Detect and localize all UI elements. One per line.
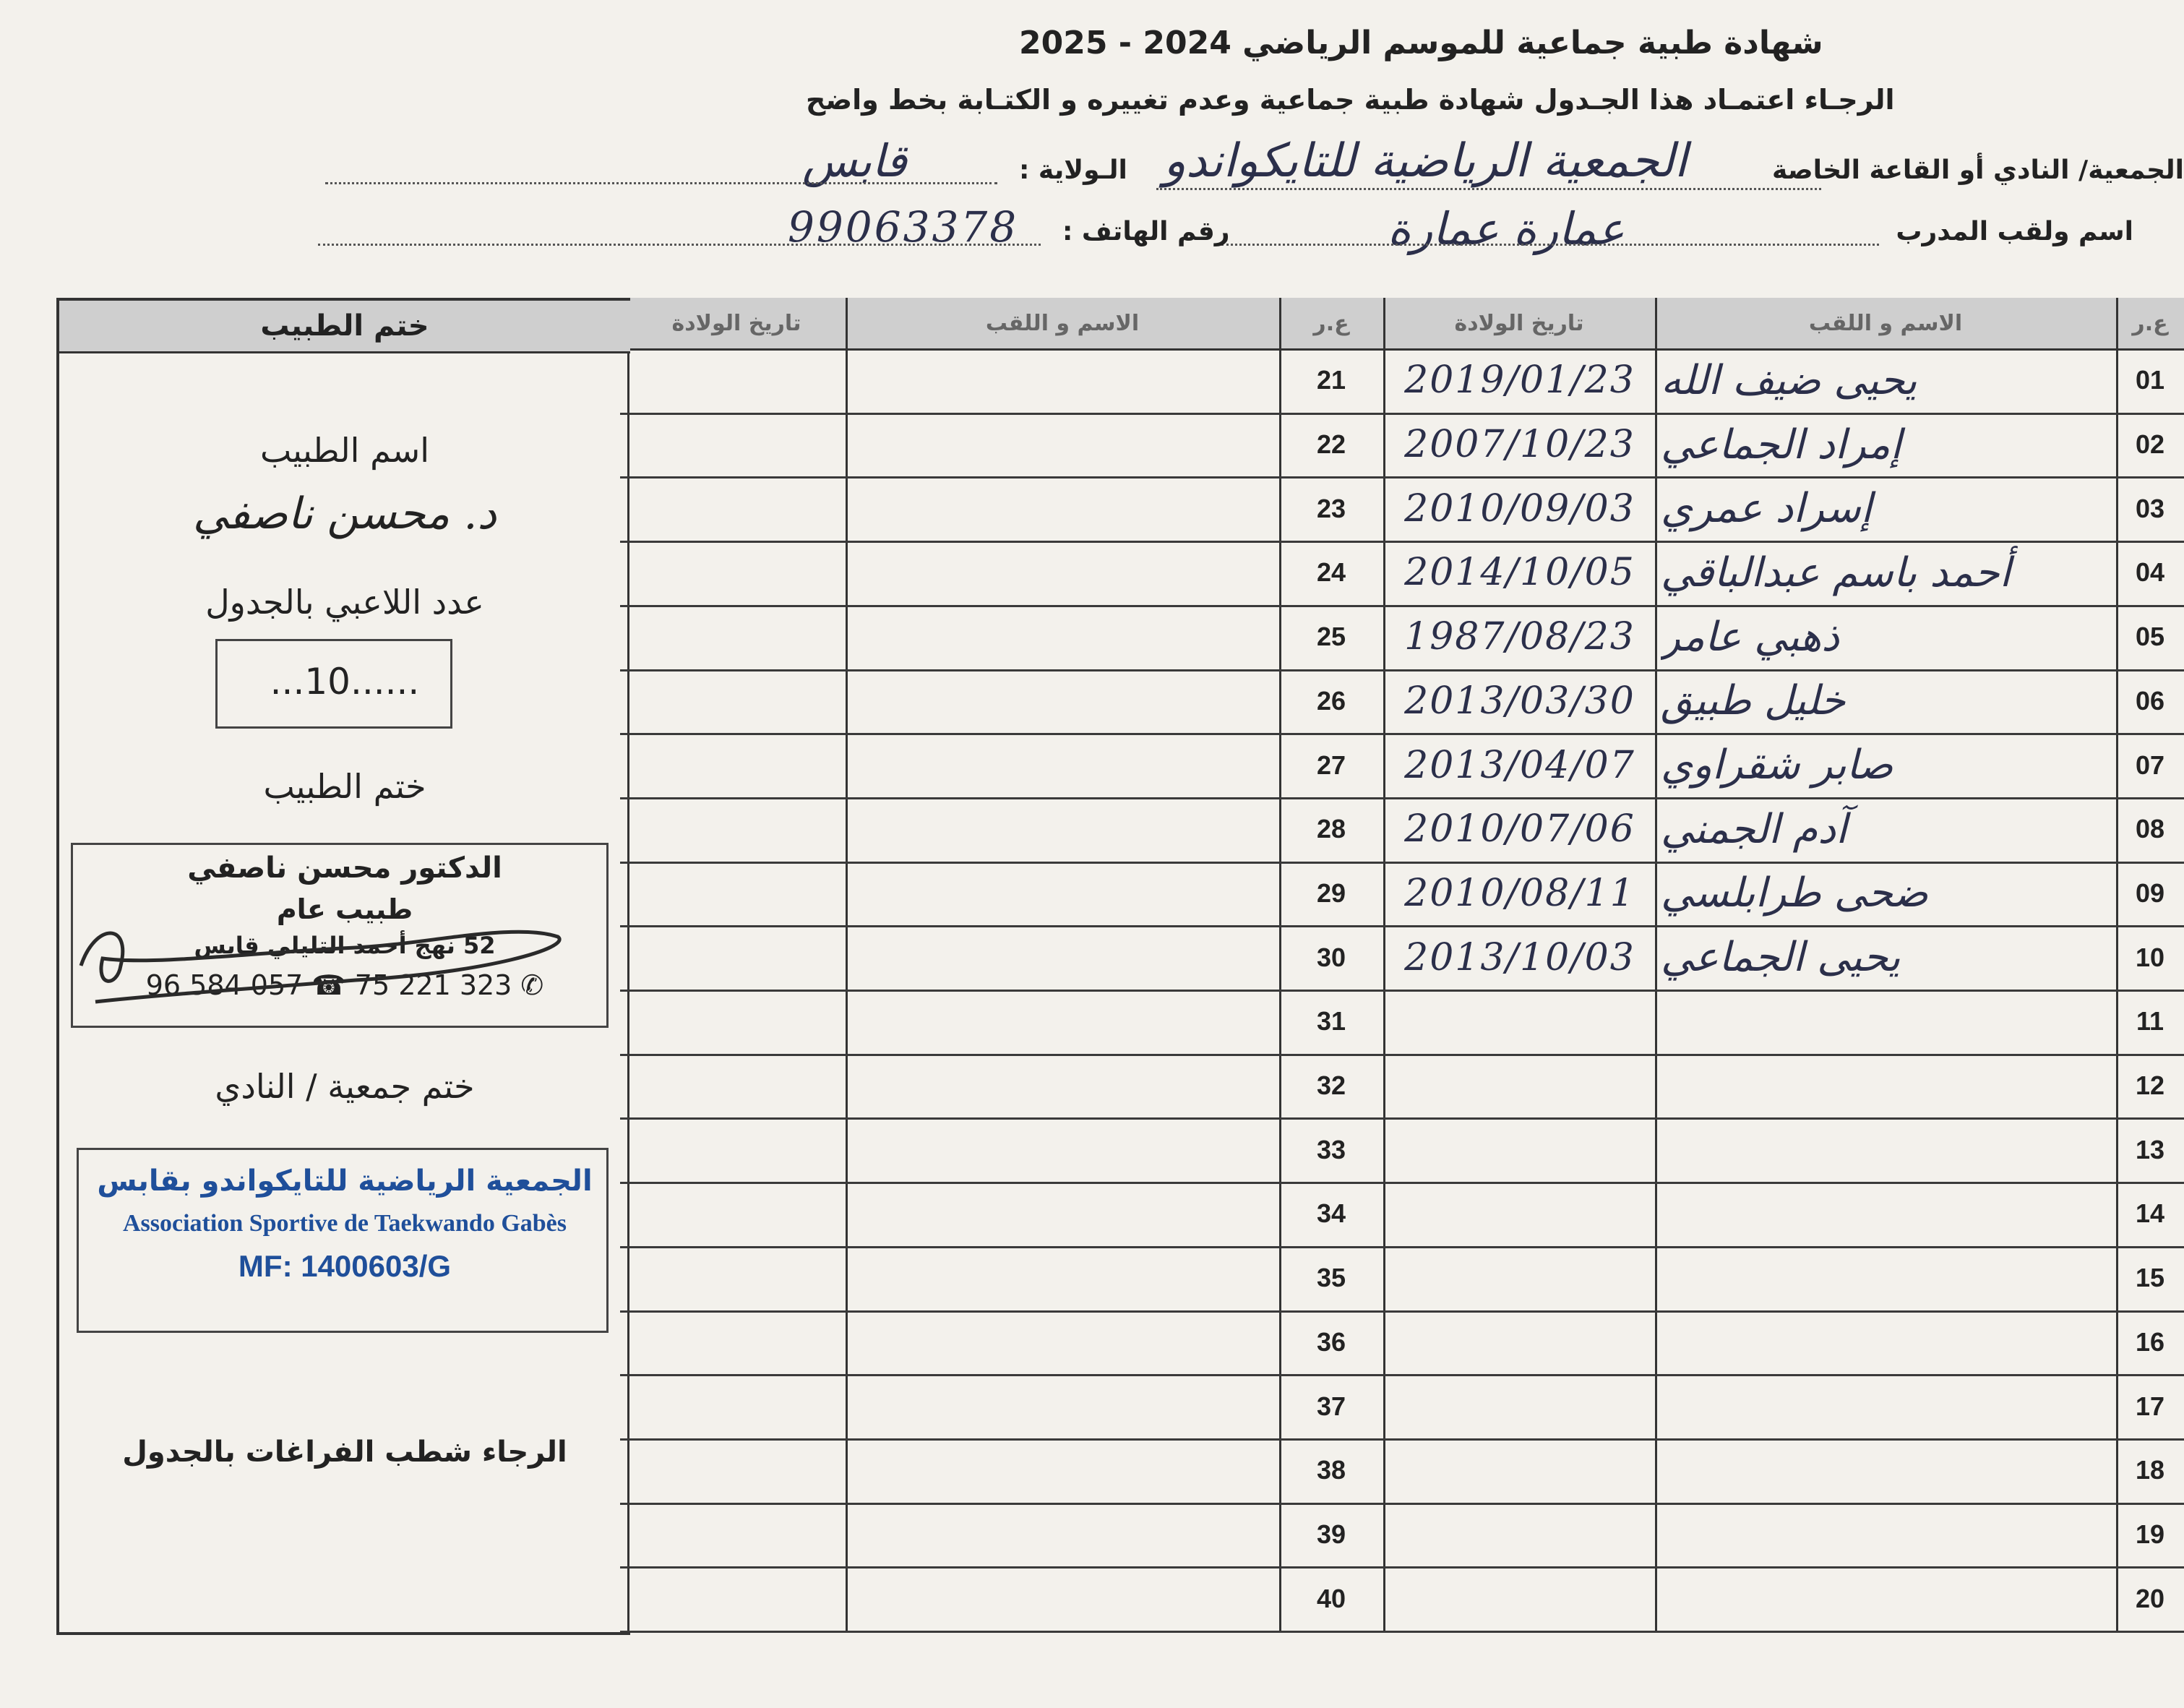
player-name: إمراد الجماعي	[1661, 421, 1902, 468]
row-number-right: 14	[2135, 1198, 2165, 1229]
player-dob: 2013/10/03	[1404, 935, 1635, 979]
row-number-left: 33	[1316, 1134, 1346, 1164]
row-number-left: 31	[1316, 1006, 1346, 1037]
player-name	[1661, 1566, 2109, 1631]
player-name	[1661, 990, 2109, 1054]
row-number-right: 04	[2135, 557, 2165, 588]
player-dob	[1386, 1117, 1654, 1182]
club-stamp-label: ختم جمعية / النادي	[215, 1067, 475, 1106]
row-number-left: 22	[1316, 429, 1346, 460]
instructions: الرجـاء اعتمـاد هذا الجـدول شهادة طبية جماعية وعدم تغييره و الكتـابة بخط واضح	[806, 84, 1895, 116]
row-number-right: 17	[2135, 1391, 2165, 1421]
row-number-left: 38	[1316, 1455, 1346, 1485]
doctor-stamp-line1: الدكتور محسن ناصفي	[187, 851, 502, 885]
player-dob: 2007/10/23	[1404, 423, 1635, 467]
player-dob	[1386, 990, 1654, 1054]
row-number-right: 07	[2135, 750, 2165, 780]
row-number-left: 21	[1316, 365, 1346, 395]
club-value: الجمعية الرياضية للتايكواندو	[1164, 134, 1688, 188]
phone-label: رقم الهاتف :	[1062, 217, 1230, 246]
row-number-right: 12	[2135, 1070, 2165, 1101]
club-stamp-line1: الجمعية الرياضية للتايكواندو بقابس	[97, 1164, 593, 1198]
doctor-stamp-header: ختم الطبيب	[59, 301, 630, 353]
row-number-right: 13	[2135, 1134, 2165, 1164]
doctor-stamp-label: ختم الطبيب	[263, 767, 426, 806]
player-dob	[1386, 1438, 1654, 1503]
row-number-right: 16	[2135, 1326, 2165, 1357]
row-number-left: 29	[1316, 877, 1346, 908]
club-stamp-line3: MF: 1400603/G	[238, 1249, 452, 1283]
club-label: الجمعية/ النادي أو القاعة الخاصة	[1772, 155, 2184, 185]
row-number-left: 36	[1316, 1326, 1346, 1357]
player-name	[1661, 1503, 2109, 1567]
col-header-name-left: الاسم و اللقب	[846, 298, 1279, 351]
row-number-left: 25	[1316, 622, 1346, 652]
row-number-left: 23	[1316, 493, 1346, 523]
doctor-name-label: اسم الطبيب	[259, 431, 430, 470]
player-dob	[1386, 1503, 1654, 1567]
row-number-right: 08	[2135, 814, 2165, 844]
player-dob: 1987/08/23	[1404, 615, 1635, 659]
row-number-left: 27	[1316, 750, 1346, 780]
doctor-signature	[52, 879, 630, 1023]
club-stamp-line2: Association Sportive de Taekwando Gabès	[123, 1210, 567, 1237]
player-name: إسراد عمري	[1661, 485, 1873, 533]
player-dob	[1386, 1182, 1654, 1246]
row-number-left: 26	[1316, 685, 1346, 716]
row-number-right: 02	[2135, 429, 2165, 460]
player-name: آدم الجمني	[1661, 805, 1847, 853]
row-number-right: 03	[2135, 493, 2165, 523]
player-dob	[1386, 1374, 1654, 1438]
row-number-left: 37	[1316, 1391, 1346, 1421]
row-number-right: 05	[2135, 622, 2165, 652]
player-name: يحيى ضيف الله	[1661, 356, 1917, 404]
player-name	[1661, 1182, 2109, 1246]
col-header-name-right: الاسم و اللقب	[1655, 298, 2116, 351]
player-name: ضحى طرابلسي	[1661, 870, 1928, 917]
coach-label: اسم ولقب المدرب	[1896, 217, 2133, 246]
phone-value: 99063378	[788, 202, 1019, 252]
row-divider	[620, 1631, 2184, 1633]
player-dob	[1386, 1246, 1654, 1310]
row-number-right: 10	[2135, 942, 2165, 972]
player-dob	[1386, 1566, 1654, 1631]
player-name	[1661, 1117, 2109, 1182]
row-number-right: 20	[2135, 1583, 2165, 1613]
doctor-stamp-line2: طبيب عام	[276, 893, 413, 925]
players-count-value: ......10...	[270, 661, 420, 703]
phone-field-line	[318, 244, 1041, 246]
row-number-left: 35	[1316, 1263, 1346, 1293]
state-label: الـولاية :	[1019, 155, 1127, 185]
row-number-left: 24	[1316, 557, 1346, 588]
player-dob: 2013/03/30	[1404, 679, 1635, 723]
row-number-right: 11	[2136, 1006, 2164, 1037]
coach-field-line	[1221, 244, 1879, 246]
club-field-line	[1156, 188, 1821, 190]
row-number-left: 39	[1316, 1519, 1346, 1549]
player-name: أحمد باسم عبدالباقي	[1661, 549, 2011, 596]
coach-value: عمارة عمارة	[1388, 202, 1625, 255]
player-name: خليل طبيق	[1661, 677, 1846, 725]
player-name	[1661, 1374, 2109, 1438]
row-number-right: 01	[2135, 365, 2165, 395]
row-number-right: 18	[2135, 1455, 2165, 1485]
player-dob	[1386, 1310, 1654, 1375]
doctor-stamp-line3: 52 نهج أحمد التليلي قابس	[194, 932, 496, 959]
row-number-right: 15	[2135, 1263, 2165, 1293]
players-count-label: عدد اللاعبي بالجدول	[205, 583, 484, 622]
row-number-right: 09	[2135, 877, 2165, 908]
page-title: شهادة طبية جماعية للموسم الرياضي 2024 - 2025	[1019, 25, 1823, 61]
col-header-num-right: ع.ر	[2116, 298, 2184, 351]
state-value: قابس	[802, 134, 907, 187]
player-dob: 2013/04/07	[1404, 743, 1635, 787]
doctor-name-value: د. محسن ناصفي	[192, 489, 497, 539]
row-number-left: 32	[1316, 1070, 1346, 1101]
player-name	[1661, 1310, 2109, 1375]
player-name	[1661, 1246, 2109, 1310]
row-number-right: 19	[2135, 1519, 2165, 1549]
player-name: ذهبي عامر	[1661, 613, 1840, 661]
row-number-right: 06	[2135, 685, 2165, 716]
player-name: صابر شقراوي	[1661, 742, 1893, 789]
row-number-left: 28	[1316, 814, 1346, 844]
col-header-dob-left: تاريخ الولادة	[627, 298, 846, 351]
row-number-left: 40	[1316, 1583, 1346, 1613]
player-dob	[1386, 1054, 1654, 1118]
player-name: يحيى الجماعي	[1661, 934, 1901, 982]
player-dob: 2010/08/11	[1404, 871, 1635, 915]
player-dob: 2010/09/03	[1404, 486, 1635, 531]
player-dob: 2014/10/05	[1404, 551, 1635, 595]
player-dob: 2010/07/06	[1404, 807, 1635, 851]
doctor-panel	[56, 298, 630, 1635]
row-number-left: 34	[1316, 1198, 1346, 1229]
doctor-stamp-line4: 96 584 057 ☎ 75 221 323 ✆	[145, 969, 544, 1001]
footer-note: الرجاء شطب الفراغات بالجدول	[122, 1436, 567, 1469]
players-table	[620, 298, 2184, 1631]
player-name	[1661, 1438, 2109, 1503]
state-field-line	[325, 182, 997, 184]
player-name	[1661, 1054, 2109, 1118]
row-number-left: 30	[1316, 942, 1346, 972]
col-header-num-left: ع.ر	[1279, 298, 1383, 351]
player-dob: 2019/01/23	[1404, 359, 1635, 403]
col-header-dob-right: تاريخ الولادة	[1383, 298, 1655, 351]
